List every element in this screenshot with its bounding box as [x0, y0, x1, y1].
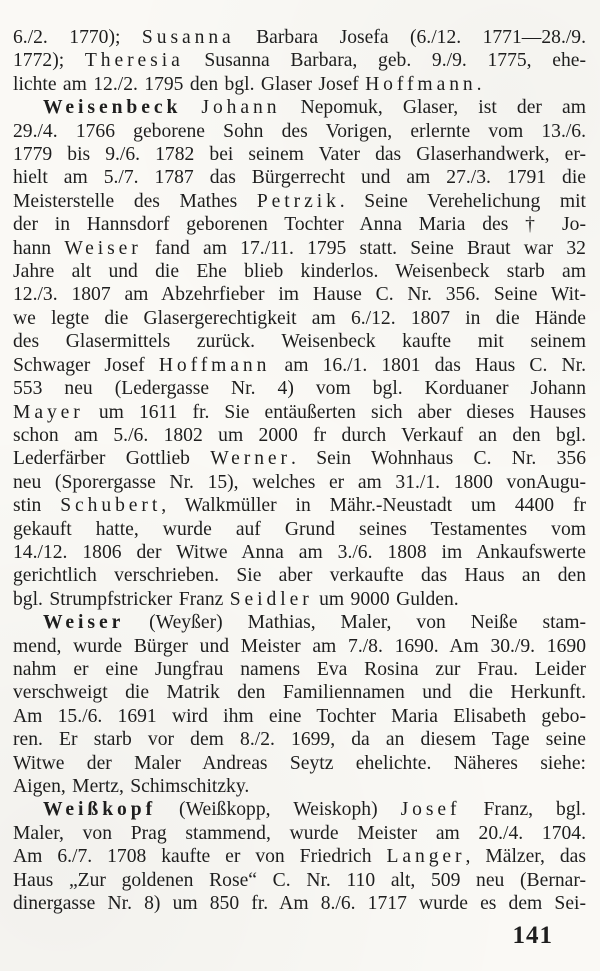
text-line [13, 424, 586, 447]
text-run: verschweigt die Matrik den Familiennamen und die Herkunft. [13, 682, 586, 704]
text-line [13, 377, 586, 400]
text-run: 6./2. 1770); [13, 27, 142, 48]
text-line [13, 775, 586, 798]
text-run: lichte am 12./2. 1795 den bgl. Glaser Josef [13, 73, 366, 95]
text-run: gekauft hatte, wurde auf Grund seines Testamentes vom [13, 518, 586, 540]
text-line [13, 892, 586, 915]
text-run: neu (Sporergasse Nr. 15), welches er am 31./1. 1800 vonAugu- [13, 471, 586, 493]
text-run: um 9000 Gulden. [312, 588, 459, 610]
text-run: schon am 5./6. 1802 um 2000 fr durch Verkauf an den bgl. [13, 424, 586, 446]
text-line [13, 213, 586, 236]
spaced-name: Petrzik [256, 190, 340, 212]
text-run: hielt am 5./7. 1787 das Bürgerrecht und am 27./3. 1791 die [13, 167, 586, 189]
text-line [13, 869, 586, 892]
text-run: mend, wurde Bürger und Meister am 7./8. 1690. Am 30./9. 1690 [13, 635, 586, 657]
text-run: , Walkmüller in Mähr.-Neustadt um 4400 fr [161, 495, 587, 517]
text-run: Franz, bgl. [460, 799, 586, 821]
text-line [13, 354, 586, 377]
text-run: dinergasse Nr. 8) um 850 fr. Am 8./6. 1717 wurde es dem Sei- [13, 893, 586, 915]
text-line [13, 564, 586, 587]
text-run: . Sein Wohnhaus C. Nr. 356 [290, 448, 586, 470]
text-line [13, 283, 586, 306]
spaced-name: Susanna [141, 27, 235, 48]
text-run: Susanna Barbara, geb. 9./9. 1775, ehe- [183, 50, 586, 72]
text-run: nahm er eine Jungfrau namens Eva Rosina zur Frau. Leider [13, 658, 586, 680]
spaced-name: Schubert [60, 495, 162, 517]
entry-headword: Weißkopf [43, 799, 157, 821]
text-line [13, 401, 586, 424]
text-run: 1772); [13, 50, 85, 72]
spaced-name: Johann [201, 97, 281, 119]
text-run: 553 neu (Ledergasse Nr. 4) vom bgl. Korduaner Johann [13, 378, 586, 400]
text-line [13, 471, 586, 494]
text-line [13, 798, 586, 821]
text-line [13, 541, 586, 564]
entry-headword: Weiser [43, 612, 125, 634]
spaced-name: Hoffmann [365, 73, 477, 95]
text-line [13, 494, 586, 517]
text-run: am 16./1. 1801 das Haus C. Nr. [270, 354, 586, 376]
spaced-name: Josef [400, 799, 461, 821]
text-run: bgl. Strumpfstricker Franz [13, 588, 230, 610]
text-line [13, 588, 586, 611]
text-run: Schwager Josef [13, 354, 159, 376]
entry-headword: Weisenbeck [43, 97, 182, 119]
text-run: hann [13, 237, 65, 259]
spaced-name: Theresia [84, 50, 184, 72]
text-run: (Weyßer) Mathias, Maler, von Neiße stam- [124, 612, 586, 634]
text-line [13, 658, 586, 681]
text-line [13, 681, 586, 704]
text-line [13, 307, 586, 330]
text-line [13, 260, 586, 283]
text-run: 12./3. 1807 am Abzehrfieber im Hause C. Nr. 356. Seine Wit- [13, 284, 586, 306]
text-line [13, 49, 586, 72]
text-run: fand am 17./11. 1795 statt. Seine Braut war 32 [141, 237, 586, 259]
text-line [13, 705, 586, 728]
text-line [13, 822, 586, 845]
page-text [13, 26, 586, 915]
text-run: Aigen, Mertz, Schimschitzky. [13, 776, 250, 797]
text-run: Witwe der Maler Andreas Seytz ehelichte. Näheres siehe: [13, 752, 586, 774]
text-line [13, 518, 586, 541]
text-line [13, 26, 586, 49]
text-run: stin [13, 495, 61, 517]
text-line [13, 635, 586, 658]
text-run: Jahre alt und die Ehe blieb kinderlos. Weisenbeck starb am [13, 261, 586, 283]
text-line [13, 73, 586, 96]
paragraph-weisenbeck [13, 96, 586, 611]
text-run: Am 6./7. 1708 kaufte er von Friedrich [13, 846, 387, 868]
spaced-name: Hoffmann [158, 354, 271, 376]
text-run: (Weißkopp, Weiskoph) [156, 799, 401, 821]
text-line [13, 330, 586, 353]
text-run: Haus „Zur goldenen Rose“ C. Nr. 110 alt, 509 neu (Bernar- [13, 869, 586, 891]
text-run: Meisterstelle des Mathes [13, 190, 257, 212]
text-line [13, 845, 586, 868]
text-line [13, 237, 586, 260]
text-run: Maler, von Prag stammend, wurde Meister am 20./4. 1704. [13, 822, 586, 844]
text-run [181, 97, 201, 118]
text-line [13, 611, 586, 634]
paragraph-continuation [13, 26, 586, 96]
page-number: 141 [512, 922, 553, 950]
text-run: Nepomuk, Glaser, ist der am [280, 97, 586, 119]
spaced-name: Werner [210, 448, 291, 470]
text-run: 14./12. 1806 der Witwe Anna am 3./6. 1808 im Ankaufswerte [13, 541, 586, 563]
text-run: 1779 bis 9./6. 1782 bei seinem Vater das Glaserhandwerk, er- [13, 144, 586, 166]
text-line [13, 166, 586, 189]
text-run: . Seine Verehelichung mit [339, 190, 586, 212]
text-line [13, 752, 586, 775]
text-run: , Mälzer, das [465, 846, 586, 868]
spaced-name: Mayer [13, 401, 84, 423]
text-line [13, 728, 586, 751]
text-line [13, 447, 586, 470]
text-run: ren. Er starb vor dem 8./2. 1699, da an diesem Tage seine [13, 729, 586, 751]
text-run: Am 15./6. 1691 wird ihm eine Tochter Maria Elisabeth gebo- [13, 705, 586, 727]
text-run: der in Hannsdorf geborenen Tochter Anna Maria des † Jo- [13, 214, 586, 236]
text-line [13, 96, 586, 119]
text-run: . [476, 73, 482, 95]
text-run: 29./4. 1766 geborene Sohn des Vorigen, erlernte vom 13./6. [13, 120, 586, 142]
text-line [13, 120, 586, 143]
text-line [13, 190, 586, 213]
spaced-name: Langer [386, 846, 466, 868]
text-run: gerichtlich verschrieben. Sie aber verkaufte das Haus an den [13, 565, 586, 587]
text-run: we legte die Glasergerechtigkeit am 6./12. 1807 in die Hände [13, 307, 586, 329]
text-run: des Glasermittels zurück. Weisenbeck kaufte mit seinem [13, 331, 586, 353]
text-run: Lederfärber Gottlieb [13, 448, 211, 470]
spaced-name: Seidler [229, 588, 313, 610]
paragraph-weisskopf [13, 798, 586, 915]
text-run: um 1611 fr. Sie entäußerten sich aber dieses Hauses [83, 401, 586, 423]
spaced-name: Weiser [64, 237, 142, 259]
text-line [13, 143, 586, 166]
paragraph-weiser [13, 611, 586, 798]
text-run: Barbara Josefa (6./12. 1771—28./9. [234, 27, 586, 48]
